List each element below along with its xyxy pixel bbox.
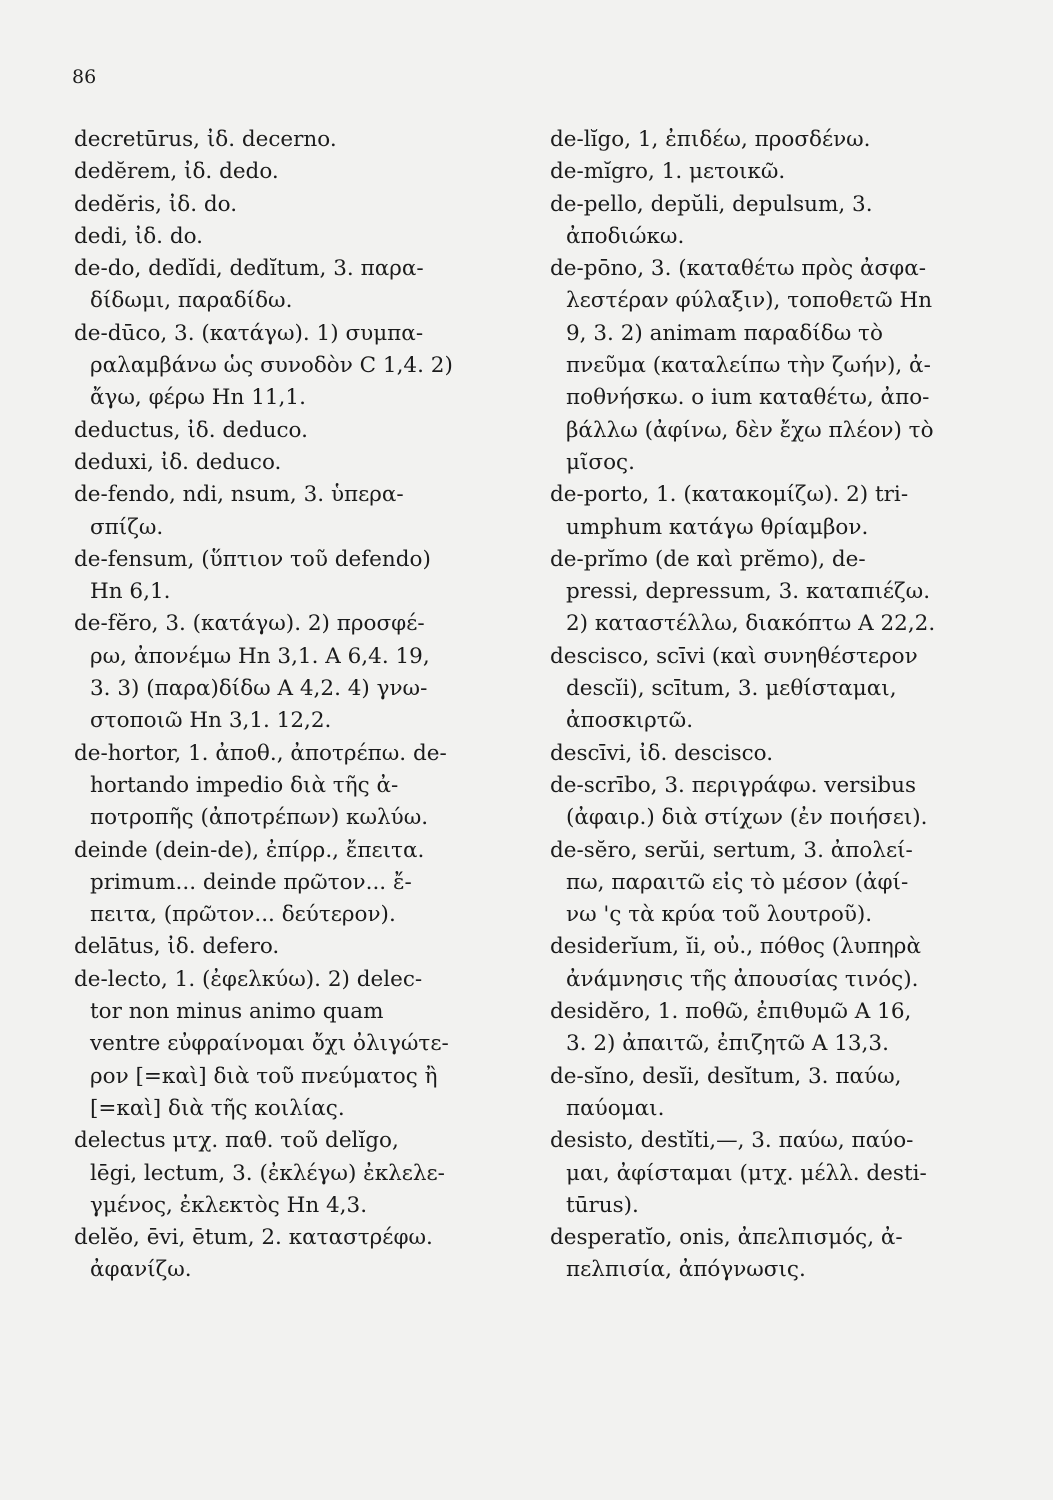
dictionary-line: primum... deinde πρῶτον... ἔ- [90, 869, 412, 895]
dictionary-line: deductus, ἰδ. deduco. [74, 417, 308, 443]
dictionary-line: desidĕro, 1. ποθῶ, ἐπιθυμῶ A 16, [550, 999, 912, 1025]
dictionary-line: hortando impedio διὰ τῆς ἀ- [90, 772, 399, 798]
dictionary-line: 3. 3) (παρα)δίδω A 4,2. 4) γνω- [90, 676, 428, 702]
dictionary-line: de-lĭgo, 1, ἐπιδέω, προσδένω. [550, 127, 871, 152]
dictionary-line: de-pello, depŭli, depulsum, 3. [550, 191, 873, 217]
dictionary-line: πνεῦμα (καταλείπω τὴν ζωήν), ἀ- [566, 353, 931, 379]
dictionary-line: tūrus). [566, 1192, 639, 1218]
dictionary-line: deduxi, ἰδ. deduco. [74, 449, 282, 475]
dictionary-line: de-porto, 1. (κατακομίζω). 2) tri- [550, 482, 909, 508]
dictionary-line: πω, παραιτῶ εἰς τὸ μέσον (ἀφί- [566, 869, 909, 895]
page-number: 86 [72, 66, 97, 88]
dictionary-line: dedĕris, ἰδ. do. [74, 191, 238, 217]
dictionary-line: παύομαι. [566, 1095, 665, 1121]
dictionary-line: βάλλω (ἀφίνω, δὲν ἔχω πλέον) τὸ [566, 417, 934, 443]
dictionary-line: δίδωμι, παραδίδω. [90, 288, 293, 314]
dictionary-line: delĕo, ēvi, ētum, 2. καταστρέφω. [74, 1225, 433, 1251]
dictionary-line: ἄγω, φέρω Hn 11,1. [90, 385, 306, 411]
dictionary-line: γμένος, ἐκλεκτὸς Hn 4,3. [90, 1192, 368, 1218]
dictionary-line: ventre εὐφραίνομαι ὄχι ὀλιγώτε- [90, 1031, 449, 1057]
dictionary-line: de-scrībo, 3. περιγράφω. versibus [550, 772, 917, 798]
dictionary-line: μῖσος. [566, 449, 635, 475]
dictionary-line: de-sĕro, serŭi, sertum, 3. ἀπολεί- [550, 837, 913, 863]
dictionary-line: λεστέραν φύλαξιν), τοποθετῶ Hn [566, 288, 933, 314]
dictionary-line: pressi, depressum, 3. καταπιέζω. [566, 579, 931, 605]
dictionary-line: πελπισία, ἀπόγνωσις. [566, 1257, 806, 1283]
dictionary-line: descīvi, ἰδ. descisco. [550, 740, 774, 766]
dictionary-line: dedĕrem, ἰδ. dedo. [74, 159, 279, 185]
left-column [74, 124, 514, 1287]
dictionary-line: de-fendo, ndi, nsum, 3. ὑπερα- [74, 482, 404, 508]
dictionary-line: decretūrus, ἰδ. decerno. [74, 127, 337, 152]
dictionary-line: de-sĭno, desĭi, desĭtum, 3. παύω, [550, 1063, 902, 1089]
dictionary-line: ραλαμβάνω ὡς συνοδὸν C 1,4. 2) [90, 353, 453, 379]
dictionary-line: ἀποσκιρτῶ. [566, 708, 694, 734]
dictionary-line: desperatĭo, onis, ἀπελπισμός, ἀ- [550, 1225, 903, 1251]
dictionary-line: de-prĭmo (de καὶ prĕmo), de- [550, 546, 866, 572]
dictionary-line: 9, 3. 2) animam παραδίδω τὸ [566, 320, 883, 346]
dictionary-line: de-fĕro, 3. (κατάγω). 2) προσφέ- [74, 611, 425, 637]
dictionary-line: μαι, ἀφίσταμαι (μτχ. μέλλ. desti- [566, 1160, 927, 1186]
dictionary-line: Hn 6,1. [90, 579, 171, 605]
dictionary-line: tor non minus animo quam [90, 999, 384, 1025]
dictionary-line: de-do, dedĭdi, dedĭtum, 3. παρα- [74, 256, 424, 282]
dictionary-line: 3. 2) ἀπαιτῶ, ἐπιζητῶ A 13,3. [566, 1031, 889, 1057]
dictionary-line: ἀνάμνησις τῆς ἀπουσίας τινός). [566, 966, 919, 992]
dictionary-line: ρον [=καὶ] διὰ τοῦ πνεύματος ἢ [90, 1063, 438, 1089]
dictionary-line: ἀφανίζω. [90, 1257, 192, 1283]
dictionary-line: lēgi, lectum, 3. (ἐκλέγω) ἐκλελε- [90, 1160, 445, 1186]
dictionary-line: descisco, scīvi (καὶ συνηθέστερον [550, 643, 918, 669]
dictionary-line: ρω, ἀπονέμω Hn 3,1. A 6,4. 19, [90, 643, 430, 669]
dictionary-line: de-dūco, 3. (κατάγω). 1) συμπα- [74, 320, 424, 346]
dictionary-line: νω 'ς τὰ κρύα τοῦ λουτροῦ). [566, 902, 873, 928]
dictionary-line: de-lecto, 1. (ἐφελκύω). 2) delec- [74, 966, 423, 992]
dictionary-line: descĭi), scītum, 3. μεθίσταμαι, [566, 676, 897, 702]
dictionary-line: 2) καταστέλλω, διακόπτω A 22,2. [566, 611, 936, 637]
right-column [550, 124, 990, 1287]
dictionary-line: (ἀφαιρ.) διὰ στίχων (ἐν ποιήσει). [566, 805, 928, 831]
dictionary-line: de-hortor, 1. ἀποθ., ἀποτρέπω. de- [74, 740, 447, 766]
dictionary-line: πειτα, (πρῶτον... δεύτερον). [90, 902, 396, 928]
dictionary-line: de-mĭgro, 1. μετοικῶ. [550, 159, 786, 185]
dictionary-line: ἀποδιώκω. [566, 223, 685, 249]
dictionary-line: σπίζω. [90, 514, 164, 540]
dictionary-line: ποτροπῆς (ἀποτρέπων) κωλύω. [90, 805, 429, 831]
dictionary-line: desiderĭum, ĭi, οὐ., πόθος (λυπηρὰ [550, 934, 921, 960]
dictionary-line: umphum κατάγω θρίαμβον. [566, 514, 869, 540]
dictionary-line: de-fensum, (ὕπτιον τοῦ defendo) [74, 546, 431, 572]
dictionary-line: ποθνήσκω. o ium καταθέτω, ἀπο- [566, 385, 930, 411]
dictionary-line: delectus μτχ. παθ. τοῦ delĭgo, [74, 1128, 399, 1154]
dictionary-line: dedi, ἰδ. do. [74, 223, 203, 249]
dictionary-line: στοποιῶ Hn 3,1. 12,2. [90, 708, 332, 734]
dictionary-line: delātus, ἰδ. defero. [74, 934, 280, 960]
dictionary-line: deinde (dein-de), ἐπίρρ., ἔπειτα. [74, 837, 425, 863]
dictionary-line: de-pōno, 3. (καταθέτω πρὸς ἀσφα- [550, 256, 926, 282]
dictionary-line: desisto, destĭti,—, 3. παύω, παύο- [550, 1128, 914, 1154]
dictionary-line: [=καὶ] διὰ τῆς κοιλίας. [90, 1095, 345, 1121]
